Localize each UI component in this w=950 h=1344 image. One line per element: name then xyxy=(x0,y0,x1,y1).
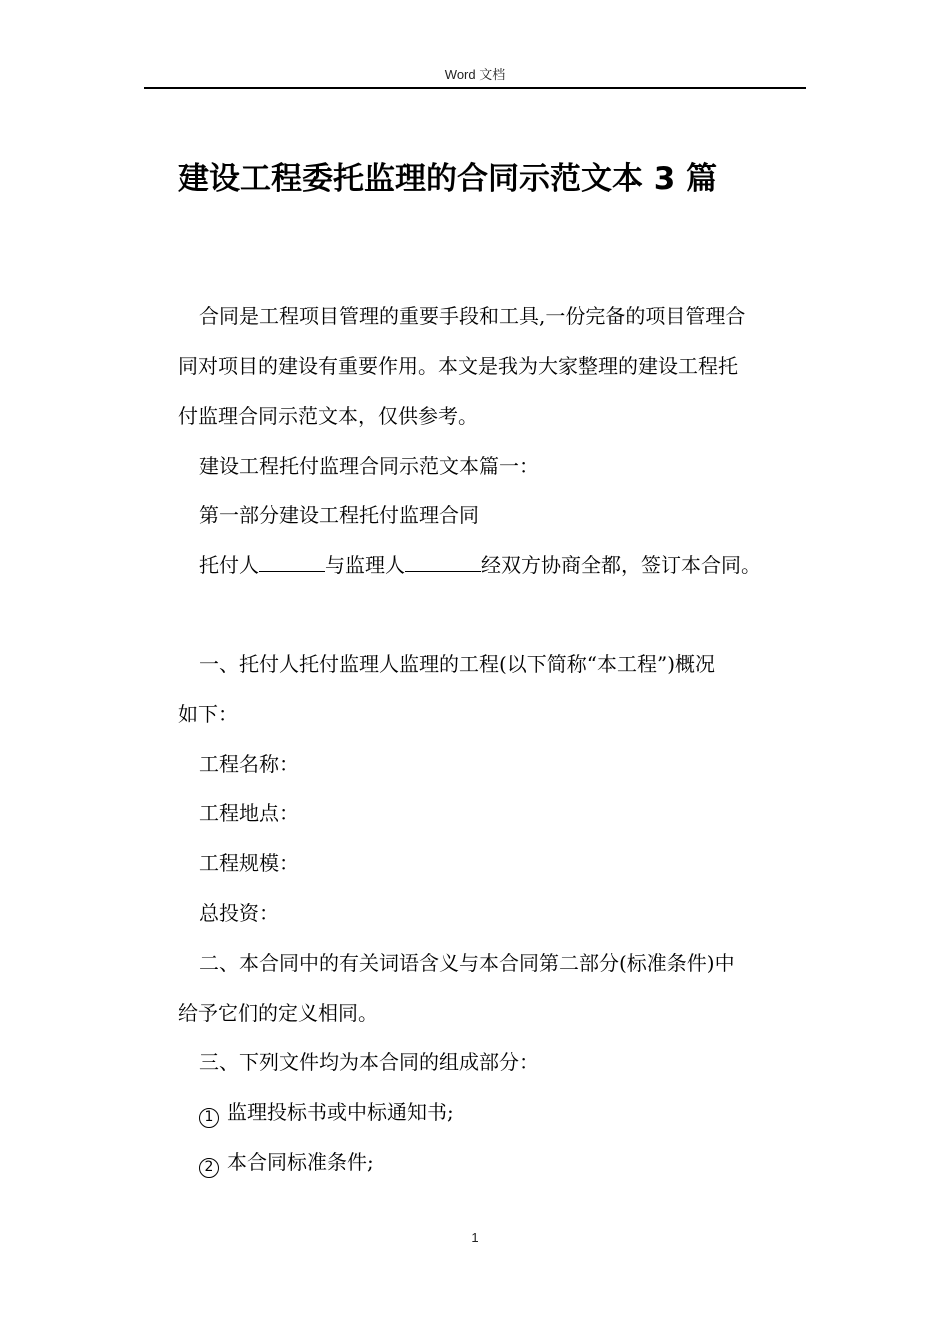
section-heading: 建设工程托付监理合同示范文本篇一： xyxy=(199,454,539,478)
clause-2-line-1: 二、本合同中的有关词语含义与本合同第二部分(标准条件)中 xyxy=(199,951,735,975)
parties-line xyxy=(199,540,829,590)
field-project-name: 工程名称： xyxy=(199,752,299,776)
document-title: 建设工程委托监理的合同示范文本 3 篇 xyxy=(178,161,718,197)
intro-line-1: 合同是工程项目管理的重要手段和工具,一份完备的项目管理合 xyxy=(199,304,746,328)
circled-number-marker: 1 xyxy=(199,1108,219,1128)
intro-line-3: 付监理合同示范文本，仅供参考。 xyxy=(178,404,478,428)
field-total-investment: 总投资： xyxy=(199,901,279,925)
list-item xyxy=(199,1087,829,1137)
supervisor-label: 与监理人 xyxy=(325,553,405,577)
list-item xyxy=(199,1137,829,1187)
clause-1-line-2: 如下： xyxy=(178,702,238,726)
client-label: 托付人 xyxy=(199,553,259,577)
agreement-text: 经双方协商全都，签订本合同。 xyxy=(481,553,761,577)
part-heading: 第一部分建设工程托付监理合同 xyxy=(199,503,479,527)
list-item-text: 本合同标准条件; xyxy=(227,1150,374,1174)
clause-3-heading: 三、下列文件均为本合同的组成部分： xyxy=(199,1050,539,1074)
page-header: Word 文档 xyxy=(444,67,506,82)
field-project-location: 工程地点： xyxy=(199,801,299,825)
intro-line-2: 同对项目的建设有重要作用。本文是我为大家整理的建设工程托 xyxy=(178,354,738,378)
circled-number-marker: 2 xyxy=(199,1158,219,1178)
list-item-text: 监理投标书或中标通知书; xyxy=(227,1100,454,1124)
header-rule xyxy=(144,87,806,89)
page-number: 1 xyxy=(471,1230,479,1245)
client-blank xyxy=(259,549,325,572)
field-project-scale: 工程规模： xyxy=(199,851,299,875)
clause-1-line-1: 一、托付人托付监理人监理的工程(以下简称“本工程”)概况 xyxy=(199,652,716,676)
supervisor-blank xyxy=(405,549,481,572)
clause-2-line-2: 给予它们的定义相同。 xyxy=(178,1001,378,1025)
